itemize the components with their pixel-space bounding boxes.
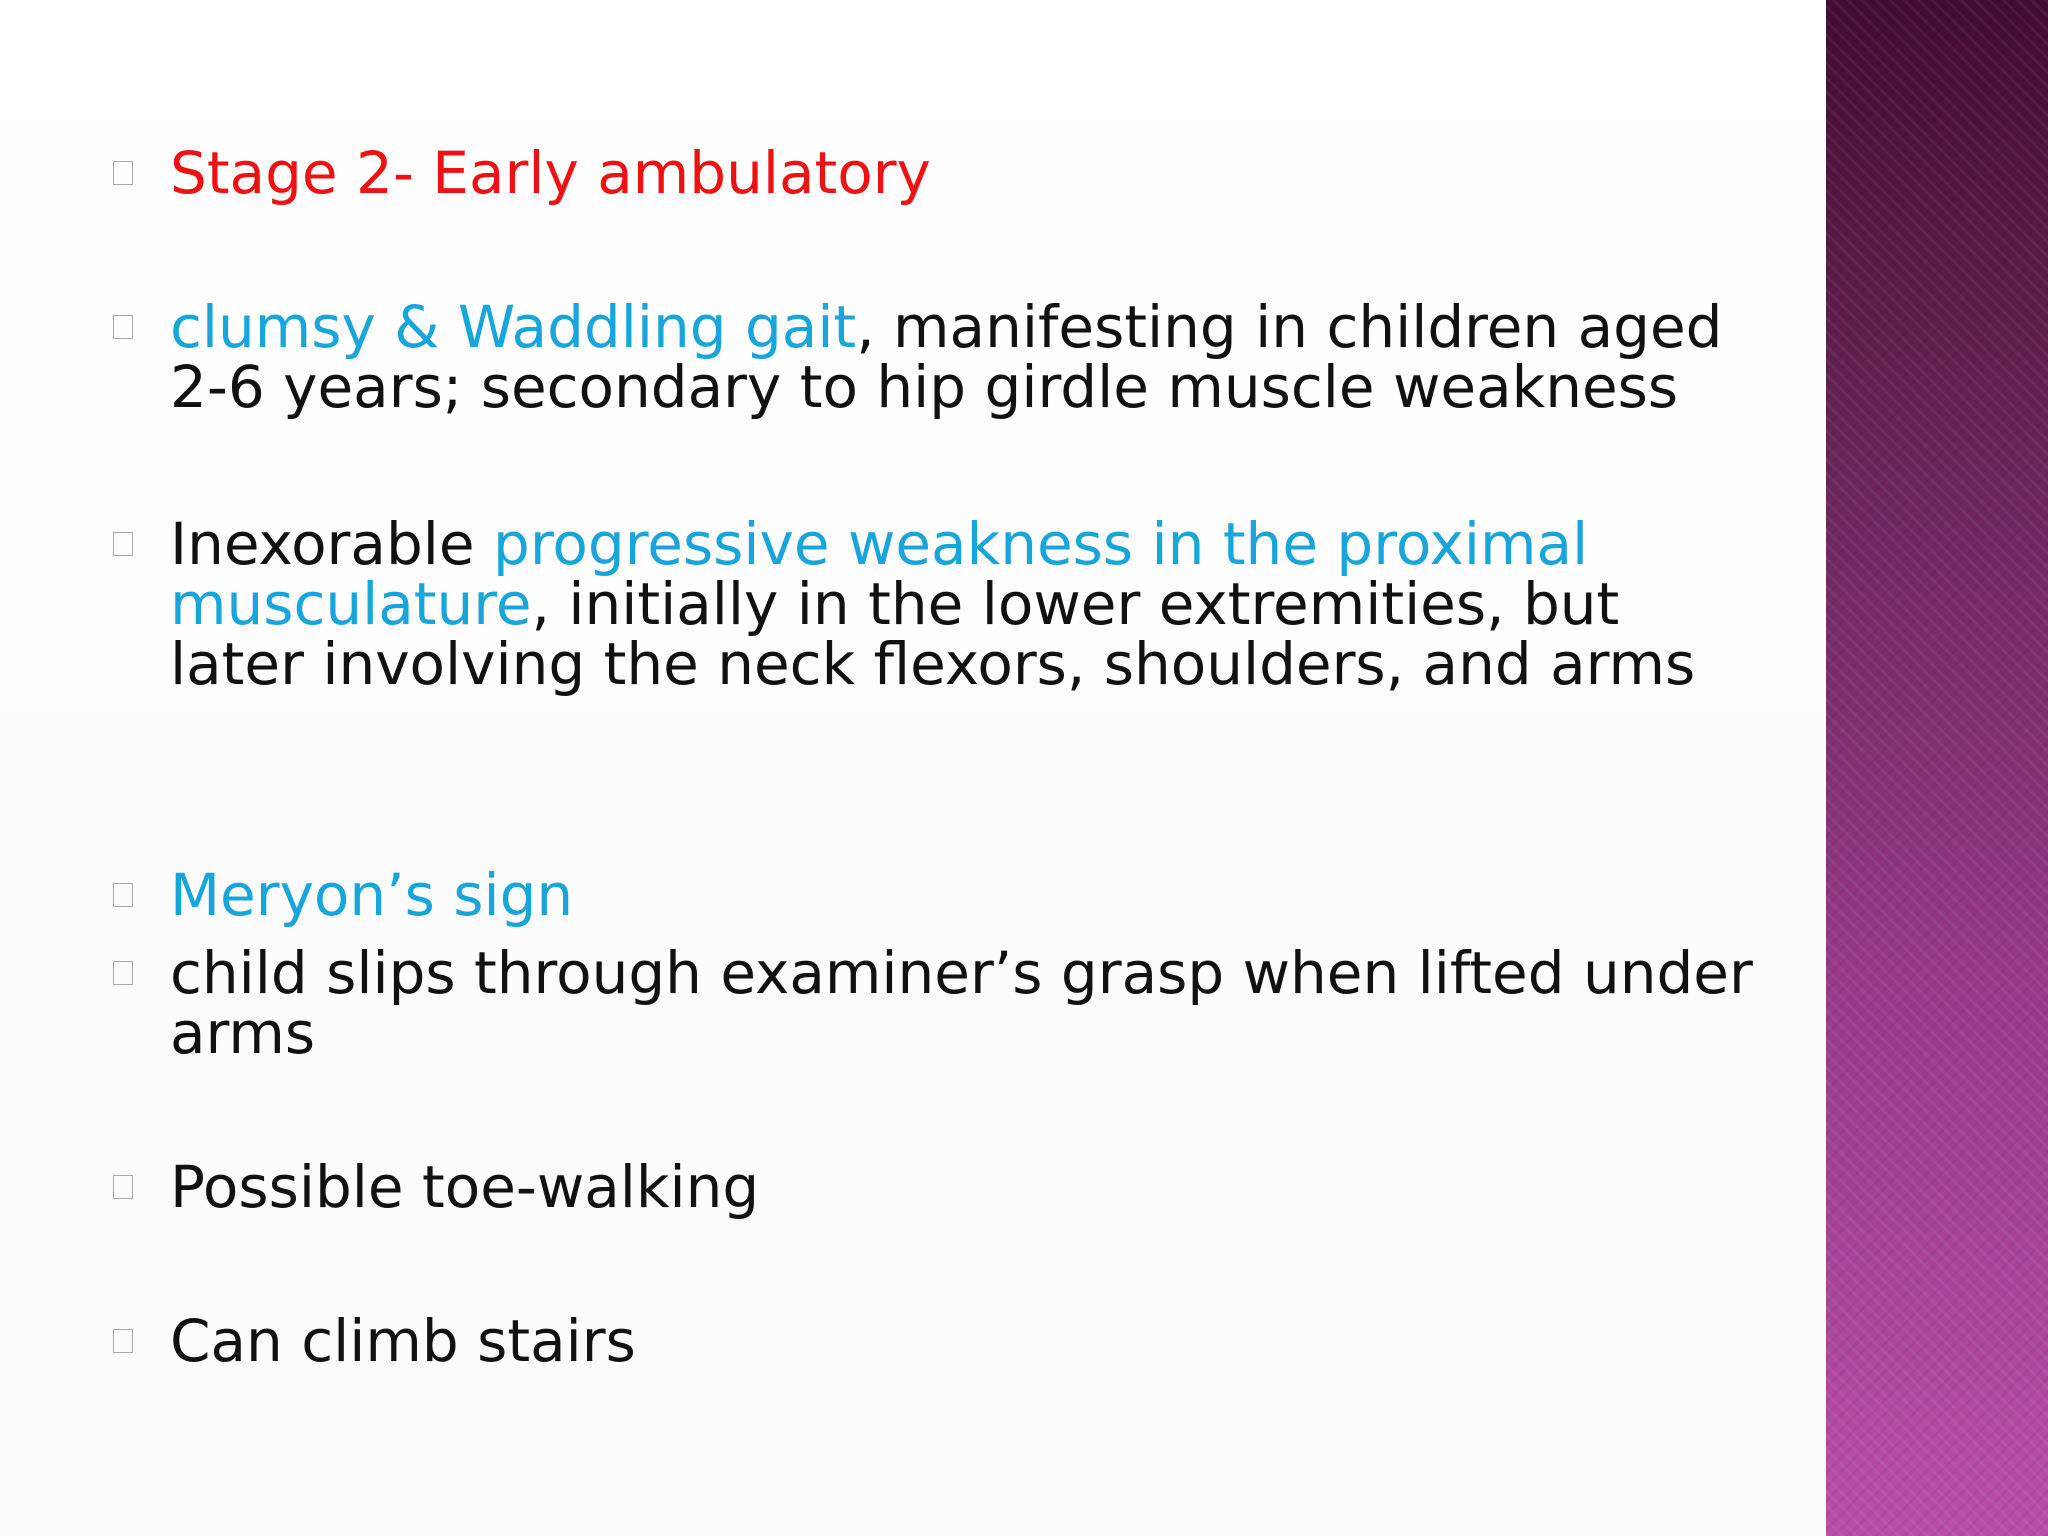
bullet-text <box>170 510 1760 698</box>
square-bullet-icon <box>113 1175 133 1199</box>
meryon-sign-title: Meryon’s sign <box>170 861 574 929</box>
toe-walking-text: Possible toe-walking <box>170 1153 760 1221</box>
stage-heading: Stage 2- Early ambulatory <box>170 139 931 207</box>
decorative-side-band <box>1826 0 2048 1536</box>
square-bullet-icon <box>113 883 133 907</box>
square-bullet-icon <box>113 532 133 556</box>
gait-description: , manifesting in children aged 2-6 years; secondary to hip girdle muscle weakness <box>170 293 1723 421</box>
weakness-highlight: progressive weakness in the proximal musculature <box>170 510 1589 638</box>
weakness-description: , initially in the lower extremities, but later involving the neck flexors, shoulders, and arms <box>170 570 1696 698</box>
meryon-sign-description: child slips through examiner’s grasp when lifted under arms <box>170 939 1753 1067</box>
bullet-text <box>170 1307 1760 1375</box>
stairs-text: Can climb stairs <box>170 1307 636 1375</box>
square-bullet-icon <box>113 315 133 339</box>
square-bullet-icon <box>113 161 133 185</box>
bullet-text <box>170 139 1760 207</box>
bullet-text <box>170 293 1760 421</box>
square-bullet-icon <box>113 961 133 985</box>
bullet-text <box>170 1153 1760 1221</box>
gait-highlight: clumsy & Waddling gait <box>170 293 857 361</box>
weakness-lead: Inexorable <box>170 510 493 578</box>
bullet-text <box>170 939 1760 1067</box>
bullet-text <box>170 861 1760 929</box>
square-bullet-icon <box>113 1329 133 1353</box>
